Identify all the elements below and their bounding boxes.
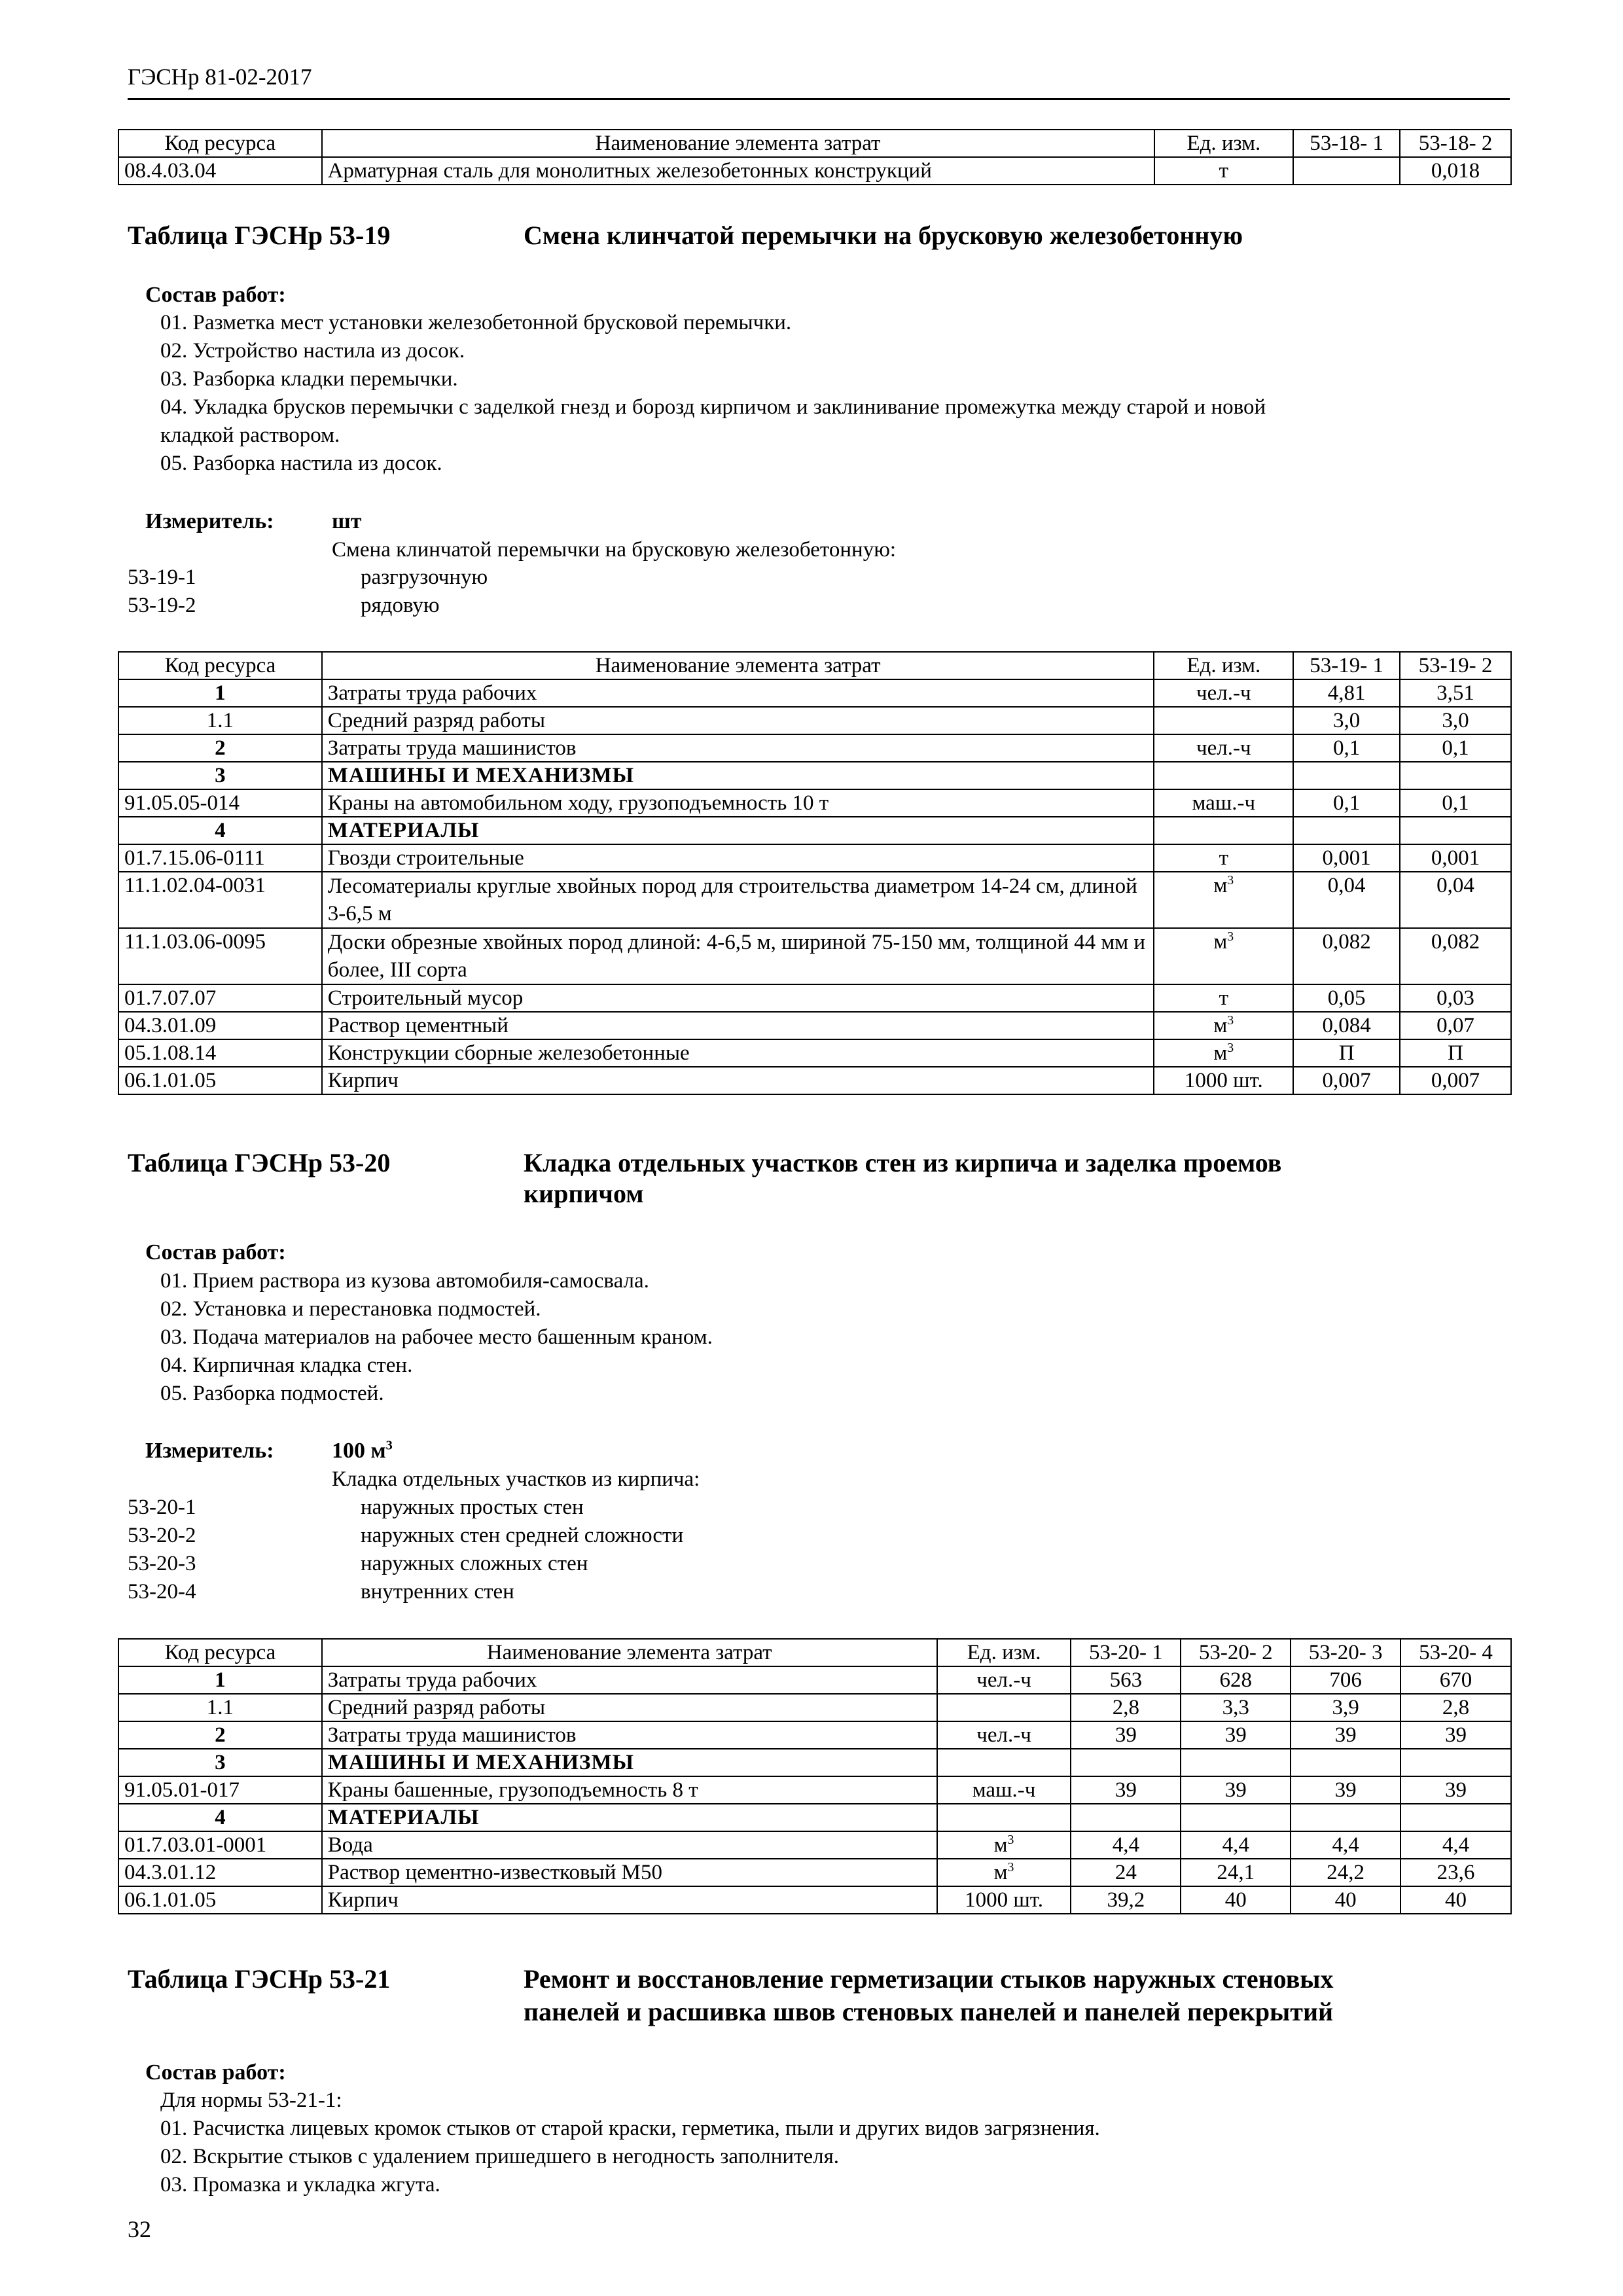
value-cell: 2,8: [1400, 1694, 1511, 1721]
value-cell: 3,0: [1293, 707, 1400, 734]
resource-name: Гвозди строительные: [322, 844, 1154, 872]
resource-unit: маш.-ч: [1154, 789, 1293, 817]
resource-code: 4: [118, 817, 322, 844]
resource-name: Средний разряд работы: [322, 1694, 937, 1721]
norm-desc: рядовую: [361, 594, 440, 617]
norm-code: 53-20-2: [128, 1524, 196, 1547]
table-row: [118, 1666, 1511, 1694]
resource-unit: 1000 шт.: [937, 1886, 1071, 1914]
column-header: Код ресурса: [118, 652, 322, 679]
column-header: Наименование элемента затрат: [322, 130, 1154, 157]
table-row: [118, 762, 1511, 789]
norm-desc: разгрузочную: [361, 565, 488, 589]
work-composition-heading: Состав работ:: [145, 2060, 286, 2085]
resource-name: Затраты труда машинистов: [322, 734, 1154, 762]
resource-unit: 1000 шт.: [1154, 1067, 1293, 1094]
value-cell: 0,018: [1400, 157, 1511, 185]
table-row: [118, 679, 1511, 707]
measure-unit: шт: [332, 509, 362, 533]
resource-name: Краны башенные, грузоподъемность 8 т: [322, 1776, 937, 1804]
column-header: 53-18- 2: [1400, 130, 1511, 157]
work-item: 02. Вскрытие стыков с удалением пришедшего в негодность заполнителя.: [160, 2145, 840, 2168]
value-cell: 3,0: [1400, 707, 1511, 734]
table-row: [118, 1776, 1511, 1804]
work-composition-list: [160, 2087, 1508, 2199]
resource-code: 4: [118, 1804, 322, 1831]
value-cell: 670: [1400, 1666, 1511, 1694]
table-title-53-21-line1: Ремонт и восстановление герметизации стыков наружных стеновых: [524, 1964, 1334, 1994]
column-header: Ед. изм.: [1154, 652, 1293, 679]
value-cell: 563: [1071, 1666, 1181, 1694]
document-code-header: ГЭСНр 81-02-2017: [128, 64, 312, 90]
resource-name: Краны на автомобильном ходу, грузоподъемность 10 т: [322, 789, 1154, 817]
resource-unit: чел.-ч: [937, 1721, 1071, 1749]
value-cell: 0,04: [1400, 872, 1511, 928]
resource-unit: $м^3$: [1154, 928, 1293, 984]
norm-code-row: [128, 564, 1044, 592]
resource-code: 01.7.07.07: [118, 984, 322, 1012]
resource-name: Раствор цементно-известковый М50: [322, 1859, 937, 1886]
value-cell: 39: [1071, 1776, 1181, 1804]
value-cell: 4,81: [1293, 679, 1400, 707]
table-row: [118, 1749, 1511, 1776]
value-cell: П: [1293, 1039, 1400, 1067]
value-cell: 24: [1071, 1859, 1181, 1886]
column-header: Наименование элемента затрат: [322, 1639, 937, 1666]
table-row: [118, 984, 1511, 1012]
work-item: Для нормы 53-21-1:: [160, 2089, 342, 2112]
resource-code: 01.7.15.06-0111: [118, 844, 322, 872]
work-item: 01. Расчистка лицевых кромок стыков от старой краски, герметика, пыли и других видов загрязнения.: [160, 2117, 1100, 2140]
value-cell: 23,6: [1400, 1859, 1511, 1886]
value-cell: 3,9: [1291, 1694, 1400, 1721]
resource-unit: $м^3$: [937, 1859, 1071, 1886]
norm-code: 53-20-1: [128, 1496, 196, 1519]
table-header-row: [118, 130, 1511, 157]
column-header: 53-19- 2: [1400, 652, 1511, 679]
resource-name: Затраты труда рабочих: [322, 679, 1154, 707]
resource-code: 11.1.03.06-0095: [118, 928, 322, 984]
value-cell: 0,001: [1400, 844, 1511, 872]
column-header: 53-20- 4: [1400, 1639, 1511, 1666]
resource-name: Затраты труда машинистов: [322, 1721, 937, 1749]
value-cell: 0,007: [1400, 1067, 1511, 1094]
work-composition-list: [160, 1267, 1508, 1408]
table-row: [118, 1012, 1511, 1039]
value-cell: 39: [1291, 1776, 1400, 1804]
norm-code-list: [128, 564, 1044, 620]
column-header: 53-20- 2: [1181, 1639, 1291, 1666]
column-header: Ед. изм.: [937, 1639, 1071, 1666]
value-cell: 39: [1291, 1721, 1400, 1749]
value-cell: 3,3: [1181, 1694, 1291, 1721]
resource-unit: маш.-ч: [937, 1776, 1071, 1804]
work-item: 01. Прием раствора из кузова автомобиля-самосвала.: [160, 1269, 649, 1293]
column-header: Ед. изм.: [1154, 130, 1294, 157]
table-row: [118, 789, 1511, 817]
table-row: [118, 1067, 1511, 1094]
value-cell: 4,4: [1400, 1831, 1511, 1859]
work-composition-heading: Состав работ:: [145, 1240, 286, 1265]
value-cell: 0,07: [1400, 1012, 1511, 1039]
norm-code: 53-20-4: [128, 1580, 196, 1604]
table-label-53-20: Таблица ГЭСНр 53-20: [128, 1148, 391, 1177]
norm-desc: наружных стен средней сложности: [361, 1524, 684, 1547]
value-cell: 0,1: [1400, 789, 1511, 817]
measure-unit: 100 $м^3$: [332, 1438, 393, 1463]
table-row: [118, 844, 1511, 872]
resource-code: 05.1.08.14: [118, 1039, 322, 1067]
value-cell: 39: [1181, 1721, 1291, 1749]
table-row: [118, 707, 1511, 734]
work-item: 02. Устройство настила из досок.: [160, 339, 465, 363]
norm-code-row: [128, 1494, 1044, 1522]
table-row: [118, 157, 1511, 185]
column-header: 53-19- 1: [1293, 652, 1400, 679]
resource-code: 04.3.01.09: [118, 1012, 322, 1039]
resource-name: Средний разряд работы: [322, 707, 1154, 734]
resource-unit: [1154, 707, 1293, 734]
resource-unit: т: [1154, 157, 1294, 185]
norm-code-row: [128, 592, 1044, 620]
work-item: 02. Установка и перестановка подмостей.: [160, 1297, 541, 1321]
work-item: 01. Разметка мест установки железобетонной брусковой перемычки.: [160, 311, 792, 334]
table-row: [118, 1886, 1511, 1914]
header-rule: [128, 98, 1510, 100]
measure-description: Смена клинчатой перемычки на брусковую железобетонную:: [332, 538, 897, 562]
resource-unit: $м^3$: [1154, 1039, 1293, 1067]
resource-code: 08.4.03.04: [118, 157, 322, 185]
norm-code-list: [128, 1494, 1044, 1606]
resource-unit: чел.-ч: [1154, 734, 1293, 762]
value-cell: 0,1: [1293, 789, 1400, 817]
table-header-row: [118, 1639, 1511, 1666]
norm-code: 53-19-2: [128, 594, 196, 617]
work-item: 03. Разборка кладки перемычки.: [160, 367, 458, 391]
value-cell: 0,04: [1293, 872, 1400, 928]
resource-code: 2: [118, 734, 322, 762]
value-cell: 0,084: [1293, 1012, 1400, 1039]
norm-desc: внутренних стен: [361, 1580, 514, 1604]
table-header-row: [118, 652, 1511, 679]
resource-code: 06.1.01.05: [118, 1067, 322, 1094]
resource-name: Лесоматериалы круглые хвойных пород для строительства диаметром 14-24 см, длиной 3-6,5 м: [322, 872, 1154, 928]
value-cell: 24,2: [1291, 1859, 1400, 1886]
section-heading: МАШИНЫ И МЕХАНИЗМЫ: [322, 1749, 937, 1776]
value-cell: 0,082: [1400, 928, 1511, 984]
resource-name: Строительный мусор: [322, 984, 1154, 1012]
work-composition-list: [160, 309, 1508, 478]
value-cell: 3,51: [1400, 679, 1511, 707]
table-label-53-21: Таблица ГЭСНр 53-21: [128, 1964, 391, 1994]
value-cell: 4,4: [1071, 1831, 1181, 1859]
value-cell: П: [1400, 1039, 1511, 1067]
table-row: [118, 1694, 1511, 1721]
resource-unit: чел.-ч: [1154, 679, 1293, 707]
value-cell: 706: [1291, 1666, 1400, 1694]
section-heading: МАТЕРИАЛЫ: [322, 1804, 937, 1831]
column-header: 53-20- 3: [1291, 1639, 1400, 1666]
column-header: Код ресурса: [118, 1639, 322, 1666]
work-item: 05. Разборка настила из досок.: [160, 452, 442, 475]
page-number: 32: [128, 2216, 151, 2242]
column-header: 53-20- 1: [1071, 1639, 1181, 1666]
resource-name: Вода: [322, 1831, 937, 1859]
table-row: [118, 1039, 1511, 1067]
norm-desc: наружных сложных стен: [361, 1552, 588, 1575]
value-cell: 39: [1181, 1776, 1291, 1804]
section-heading: МАШИНЫ И МЕХАНИЗМЫ: [322, 762, 1154, 789]
resource-name: Кирпич: [322, 1886, 937, 1914]
norm-code-row: [128, 1522, 1044, 1550]
resource-code: 01.7.03.01-0001: [118, 1831, 322, 1859]
value-cell: 0,1: [1400, 734, 1511, 762]
table-row: [118, 872, 1511, 928]
resource-code: 91.05.01-017: [118, 1776, 322, 1804]
work-item: 04. Кирпичная кладка стен.: [160, 1354, 413, 1377]
resource-code: 11.1.02.04-0031: [118, 872, 322, 928]
table-title-53-19: Смена клинчатой перемычки на брусковую железобетонную: [524, 221, 1243, 250]
work-item: 03. Подача материалов на рабочее место башенным краном.: [160, 1325, 713, 1349]
value-cell: 39: [1071, 1721, 1181, 1749]
value-cell: 40: [1181, 1886, 1291, 1914]
resource-unit: $м^3$: [937, 1831, 1071, 1859]
measure-label: Измеритель:: [145, 509, 274, 533]
table-53-18-continuation: [118, 129, 1512, 185]
resource-unit: $м^3$: [1154, 1012, 1293, 1039]
table-53-20: [118, 1638, 1512, 1914]
resource-code: 2: [118, 1721, 322, 1749]
value-cell: 40: [1291, 1886, 1400, 1914]
resource-code: 3: [118, 762, 322, 789]
resource-code: 3: [118, 1749, 322, 1776]
table-title-53-21-line2: панелей и расшивка швов стеновых панелей и панелей перекрытий: [524, 1997, 1334, 2026]
resource-unit: чел.-ч: [937, 1666, 1071, 1694]
resource-code: 1.1: [118, 1694, 322, 1721]
work-composition-heading: Состав работ:: [145, 283, 286, 307]
column-header: 53-18- 1: [1293, 130, 1400, 157]
value-cell: 4,4: [1291, 1831, 1400, 1859]
resource-code: 1.1: [118, 707, 322, 734]
resource-name: Конструкции сборные железобетонные: [322, 1039, 1154, 1067]
resource-code: 06.1.01.05: [118, 1886, 322, 1914]
column-header: Наименование элемента затрат: [322, 652, 1154, 679]
column-header: Код ресурса: [118, 130, 322, 157]
work-item: 03. Промазка и укладка жгута.: [160, 2173, 440, 2197]
value-cell: 0,03: [1400, 984, 1511, 1012]
resource-name: Раствор цементный: [322, 1012, 1154, 1039]
table-title-53-20-line2: кирпичом: [524, 1179, 644, 1208]
resource-name: Арматурная сталь для монолитных железобетонных конструкций: [322, 157, 1154, 185]
resource-code: 1: [118, 1666, 322, 1694]
value-cell: 0,05: [1293, 984, 1400, 1012]
value-cell: 0,007: [1293, 1067, 1400, 1094]
table-label-53-19: Таблица ГЭСНр 53-19: [128, 221, 391, 250]
resource-unit: т: [1154, 984, 1293, 1012]
resource-unit: $м^3$: [1154, 872, 1293, 928]
norm-code-row: [128, 1578, 1044, 1606]
norm-code: 53-20-3: [128, 1552, 196, 1575]
resource-unit: т: [1154, 844, 1293, 872]
value-cell: 24,1: [1181, 1859, 1291, 1886]
resource-code: 04.3.01.12: [118, 1859, 322, 1886]
norm-code: 53-19-1: [128, 565, 196, 589]
table-53-19: [118, 651, 1512, 1095]
resource-code: 91.05.05-014: [118, 789, 322, 817]
value-cell: 0,082: [1293, 928, 1400, 984]
table-row: [118, 1831, 1511, 1859]
table-row: [118, 817, 1511, 844]
work-item: 05. Разборка подмостей.: [160, 1382, 384, 1405]
table-row: [118, 1804, 1511, 1831]
section-heading: МАТЕРИАЛЫ: [322, 817, 1154, 844]
work-item: 04. Укладка брусков перемычки с заделкой гнезд и борозд кирпичом и заклинивание промежутка между старой и новой: [160, 395, 1266, 419]
value-cell: 4,4: [1181, 1831, 1291, 1859]
value-cell: [1293, 157, 1400, 185]
value-cell: 40: [1400, 1886, 1511, 1914]
value-cell: 39,2: [1071, 1886, 1181, 1914]
work-item: кладкой раствором.: [160, 423, 340, 447]
resource-code: 1: [118, 679, 322, 707]
value-cell: 39: [1400, 1776, 1511, 1804]
value-cell: 628: [1181, 1666, 1291, 1694]
resource-name: Кирпич: [322, 1067, 1154, 1094]
table-row: [118, 734, 1511, 762]
table-title-53-20-line1: Кладка отдельных участков стен из кирпича и заделка проемов: [524, 1148, 1282, 1177]
value-cell: 0,1: [1293, 734, 1400, 762]
measure-label: Измеритель:: [145, 1439, 274, 1463]
norm-code-row: [128, 1550, 1044, 1578]
table-row: [118, 1859, 1511, 1886]
measure-description: Кладка отдельных участков из кирпича:: [332, 1467, 700, 1491]
table-row: [118, 928, 1511, 984]
resource-unit: [937, 1694, 1071, 1721]
table-row: [118, 1721, 1511, 1749]
value-cell: 39: [1400, 1721, 1511, 1749]
resource-name: Доски обрезные хвойных пород длиной: 4-6,5 м, шириной 75-150 мм, толщиной 44 мм и более, III сорта: [322, 928, 1154, 984]
resource-name: Затраты труда рабочих: [322, 1666, 937, 1694]
norm-desc: наружных простых стен: [361, 1496, 584, 1519]
value-cell: 2,8: [1071, 1694, 1181, 1721]
value-cell: 0,001: [1293, 844, 1400, 872]
